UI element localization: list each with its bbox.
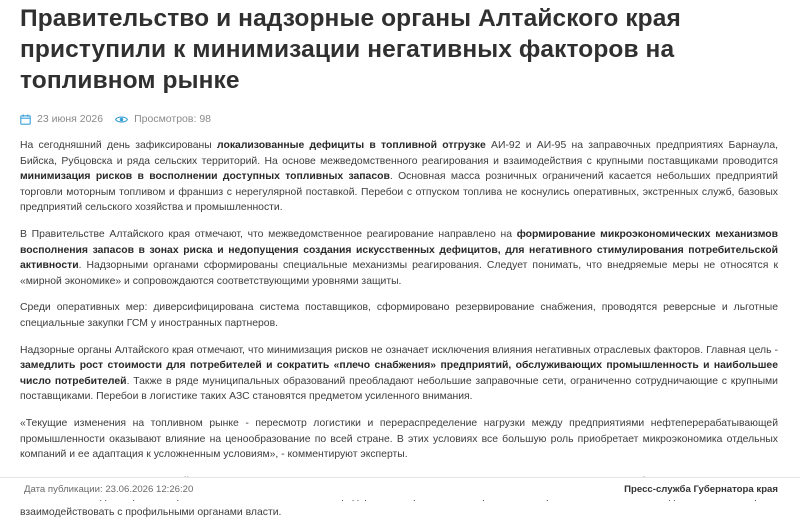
paragraph-text: взаимодействовать с профильными органами власти.: [20, 506, 282, 518]
article-footer: [0, 477, 800, 500]
views-count: 98: [199, 113, 212, 125]
paragraph-text: На сегодняшний день зафиксированы: [20, 140, 218, 151]
article-paragraph: [20, 416, 778, 463]
article-paragraph: [20, 300, 778, 331]
highlighted-text: минимизация рисков в восполнении доступных топливных запасов: [20, 171, 390, 183]
article-paragraph: [20, 227, 778, 289]
paragraph-text: «Текущие изменения на топливном рынке - пересмотр логистики и перераспределение нагрузки между предприятиями нефтеперерабатывающей промышленности оказывают влияние на ценообразование по всей стране. В этих условиях все большую роль приобретает микроэкономика отдельных компаний и ее адаптация к усложненным условиям», - комментируют эксперты.: [20, 417, 778, 461]
highlighted-text: замедлить рост стоимости для потребителей и сократить «плечо снабжения» предприятий, обслуживающих промышленность и наибольшее число потребителей: [20, 360, 778, 387]
publish-datetime: 23.06.2026 12:26:20: [105, 483, 194, 495]
article-title: Правительство и надзорные органы Алтайского края приступили к минимизации негативных факторов на топливном рынке: [20, 5, 681, 94]
press-source: Пресс-служба Губернатора края: [624, 483, 778, 495]
article-body: [20, 138, 778, 520]
paragraph-text: Надзорные органы Алтайского края отмечают, что минимизация рисков не означает исключения влияния негативных отраслевых факторов. Главная цель -: [20, 344, 778, 356]
paragraph-text: . Также в ряде муниципальных образований преобладают небольшие заправочные сети, ограниченно сотрудничающие с крупными поставщиками. Перебои в логистике таких АЗС становятся предметом усиленного внимания.: [20, 375, 778, 403]
publish-label: Дата публикации:: [24, 483, 103, 495]
highlighted-text: локализованные дефициты в топливной отгрузке: [217, 140, 486, 151]
paragraph-text: . Надзорными органами сформированы специальные механизмы реагирования. Следует понимать, что внедряемые меры не относятся к «мирной экономике» и сопровождаются соответствующими уровнями защиты.: [20, 260, 778, 287]
calendar-icon: [20, 114, 31, 125]
publish-info: [24, 484, 193, 495]
date-item: [20, 113, 103, 125]
publish-date: 23 июня 2026: [37, 113, 104, 125]
paragraph-text: АИ-92 и АИ-95 на заправочных предприятиях Барнаула, Бийска, Рубцовска и ряда сельских территорий. На основе межведомственного реагирования и взаимодействия с крупными поставщиками проводится: [20, 140, 778, 167]
highlighted-text: формирование микроэкономических механизмов восполнения запасов в зонах риска и недопущения создания искусственных дефицитов, для негативного стимулирования потребительской активности: [20, 228, 778, 272]
article-paragraph: [20, 138, 778, 216]
article-meta: [20, 111, 778, 127]
eye-icon: [115, 115, 128, 124]
views-label: Просмотров:: [134, 113, 197, 125]
paragraph-text: Среди оперативных мер: диверсифицирована система поставщиков, сформировано резервирование снабжения, проводятся реверсные и льготные специальные закупки ГСМ у иностранных партнеров.: [20, 302, 778, 329]
paragraph-text: В Правительстве Алтайского края отмечают, что межведомственное реагирование направлено на: [20, 228, 517, 240]
paragraph-text: . Основная масса розничных ограничений касается небольших предприятий торговли моторным топливом и франшиз с нерегулярной поставкой. Перебои с отпуском топлива не коснулись оперативных, экстренных служб, базовых предприятий сельского хозяйства и промышленности.: [20, 171, 778, 214]
article-paragraph: [20, 343, 778, 405]
views-item: [115, 113, 211, 125]
